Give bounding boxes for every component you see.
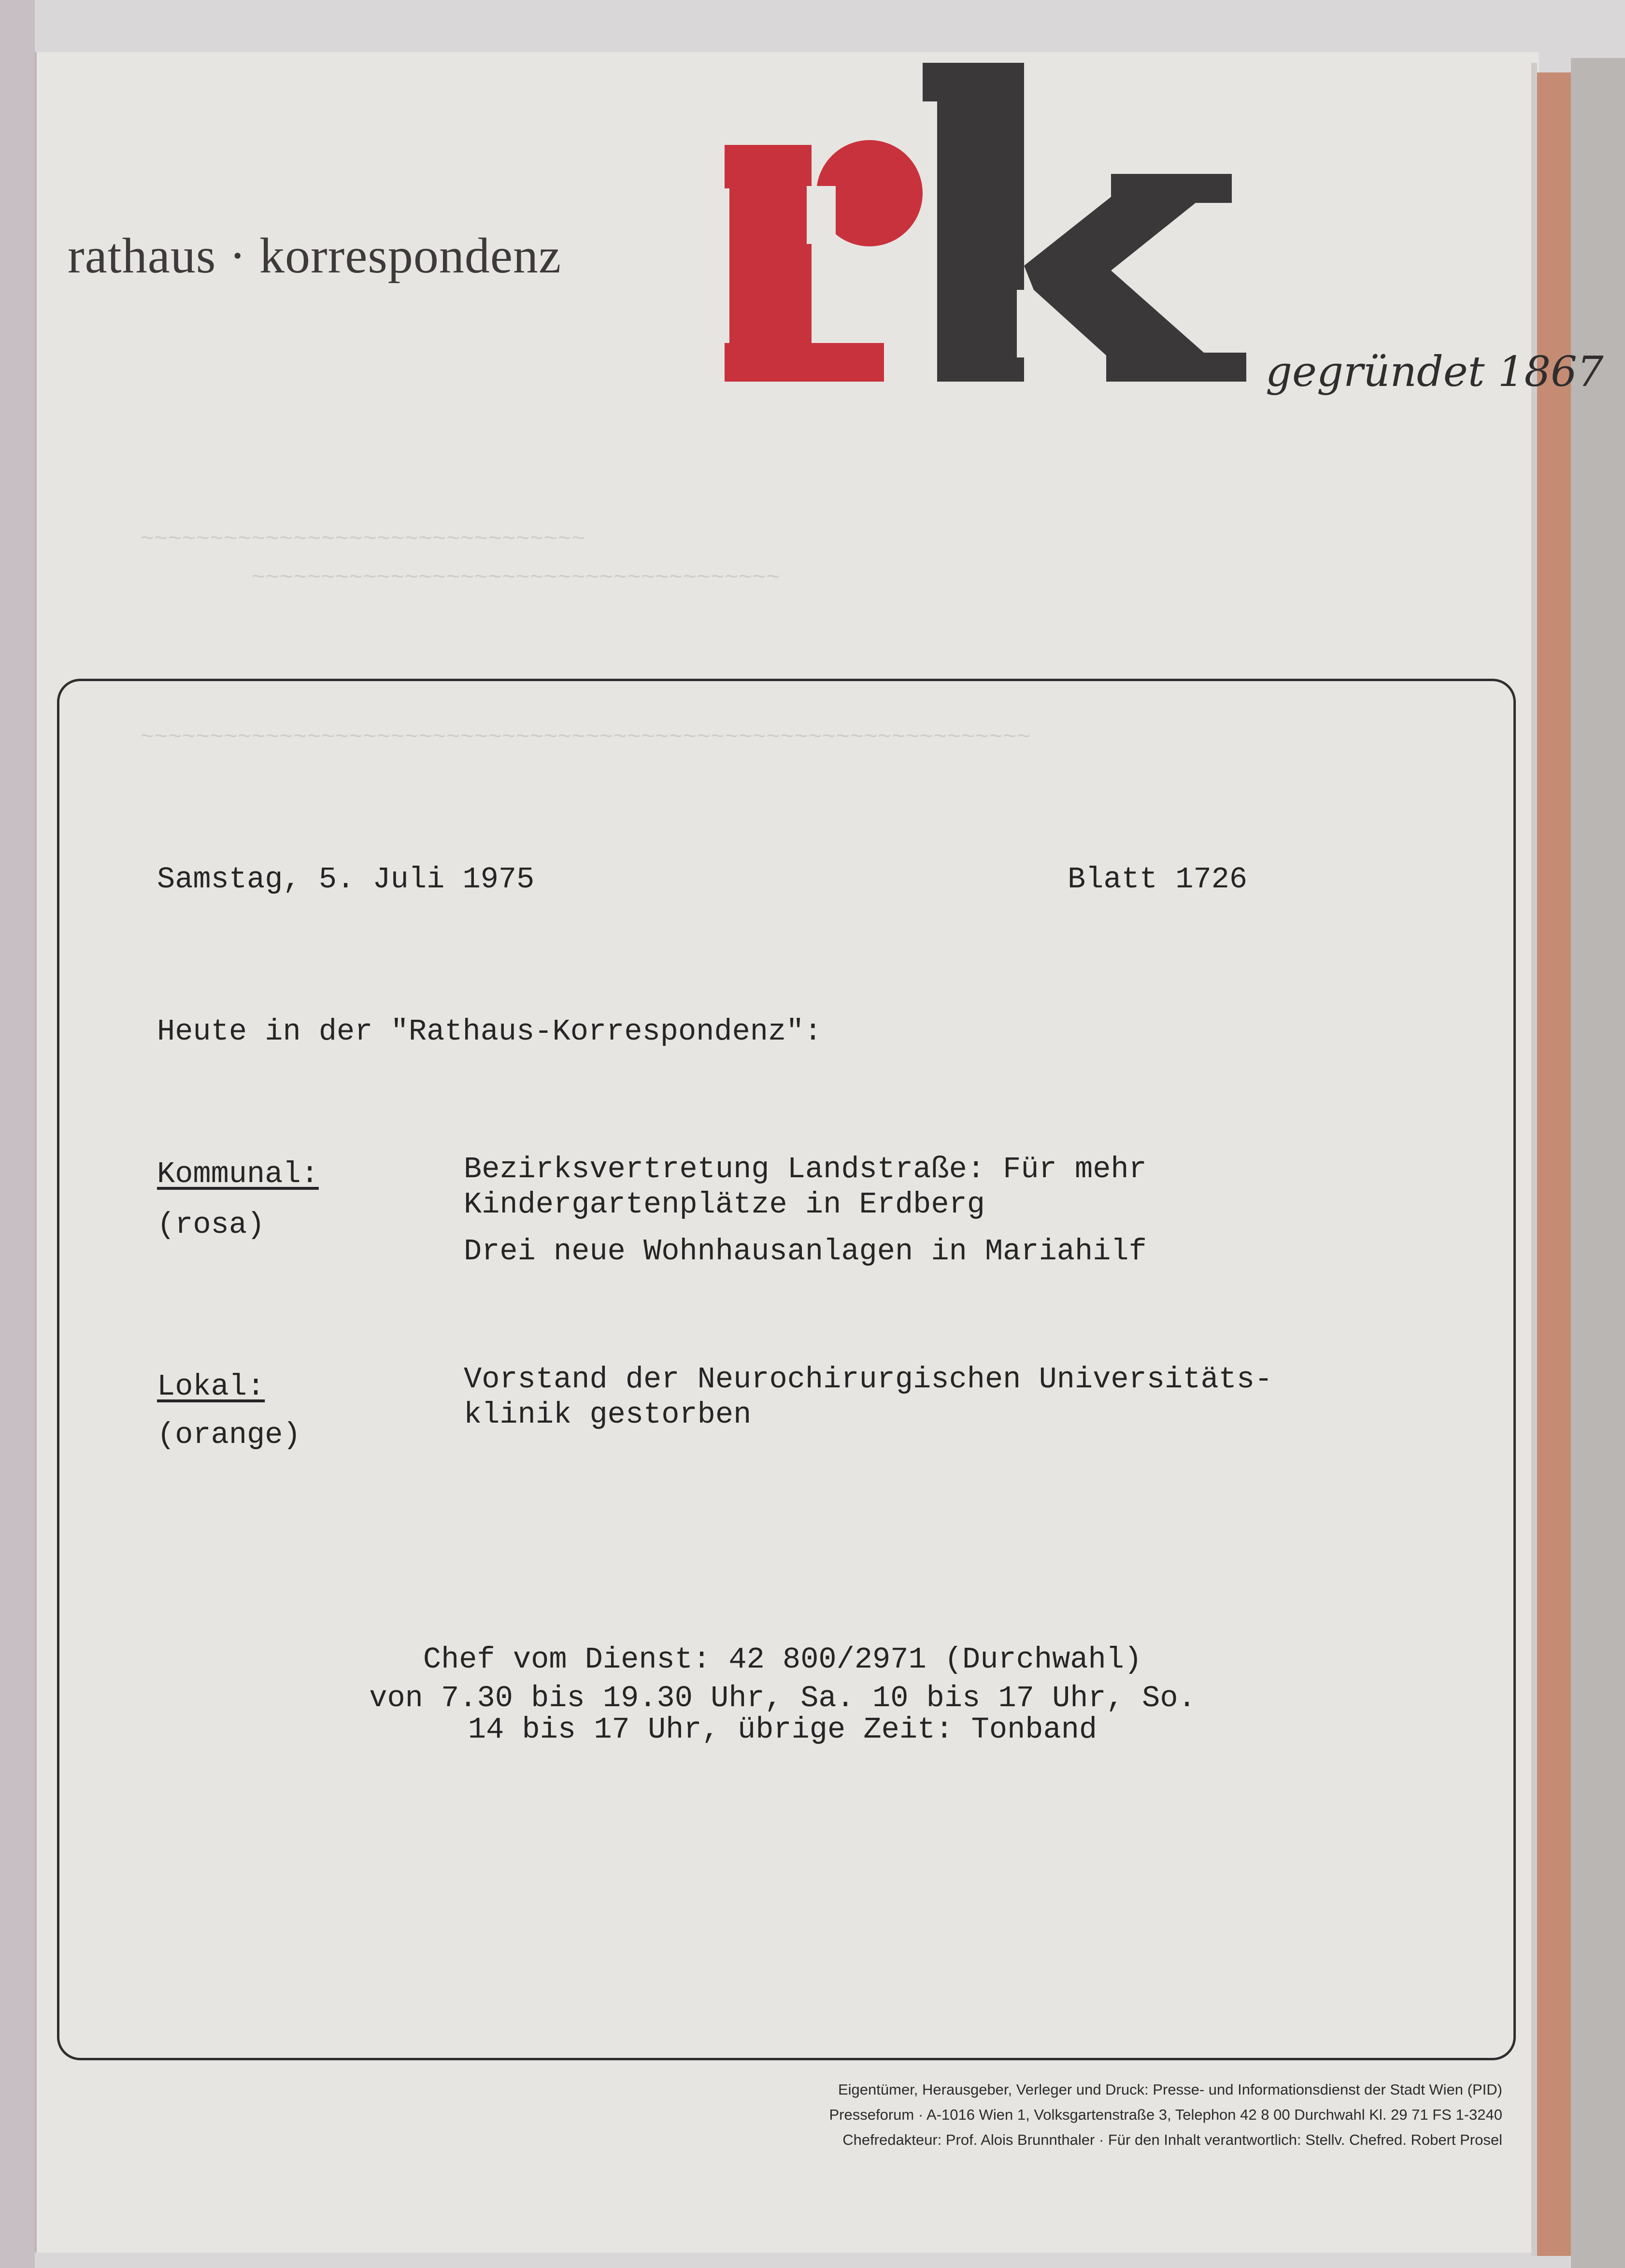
bulletin-intro: Heute in der "Rathaus-Korrespondenz":: [157, 1014, 822, 1049]
rk-logo: [725, 63, 1304, 391]
section-color-lokal: (orange): [157, 1418, 301, 1452]
k-letter: [923, 63, 1246, 382]
section-label-lokal: Lokal:: [157, 1369, 265, 1404]
news-item-line: klinik gestorben: [464, 1398, 752, 1432]
show-through-text: ~~~~~~~~~~~~~~~~~~~~~~~~~~~~~~~~: [140, 527, 585, 553]
news-item-line: Bezirksvertretung Landstraße: Für mehr: [464, 1152, 1147, 1186]
footer-line: Chefredakteur: Prof. Alois Brunnthaler · Für den Inhalt verantwortlich: Stellv. Chefred. Robert Prosel: [842, 2131, 1502, 2148]
contact-line: Chef vom Dienst: 42 800/2971 (Durchwahl): [423, 1642, 1142, 1677]
section-color-kommunal: (rosa): [157, 1208, 265, 1242]
news-item-line: Drei neue Wohnhausanlagen in Mariahilf: [464, 1234, 1147, 1269]
bulletin-sheet-number: Blatt 1726: [1068, 862, 1248, 897]
footer-line: Presseforum · A-1016 Wien 1, Volksgartenstraße 3, Telephon 42 8 00 Durchwahl Kl. 29 71 FS 1-3240: [829, 2106, 1502, 2123]
footer-line: Eigentümer, Herausgeber, Verleger und Druck: Presse- und Informationsdienst der Stadt Wien (PID): [838, 2081, 1502, 2098]
bulletin-date: Samstag, 5. Juli 1975: [157, 862, 535, 897]
publisher-footer: [667, 2077, 1502, 2153]
masthead-title: rathaus · korrespondenz: [68, 228, 562, 284]
show-through-text: ~~~~~~~~~~~~~~~~~~~~~~~~~~~~~~~~~~~~~~~~~~~~~~~~~~~~~~~~~~~~~~~~: [140, 725, 1031, 751]
founded-note: gegründet 1867: [1266, 348, 1604, 396]
news-item-line: Vorstand der Neurochirurgischen Universitäts-: [464, 1362, 1273, 1397]
binding-edge: [0, 0, 35, 2268]
show-through-text: ~~~~~~~~~~~~~~~~~~~~~~~~~~~~~~~~~~~~~~: [140, 565, 781, 591]
orange-page-edge: [1537, 72, 1571, 2256]
contact-line: 14 bis 17 Uhr, übrige Zeit: Tonband: [468, 1712, 1098, 1747]
contact-line: von 7.30 bis 19.30 Uhr, Sa. 10 bis 17 Uhr, So.: [369, 1681, 1196, 1715]
r-letter: [725, 140, 923, 382]
news-item-line: Kindergartenplätze in Erdberg: [464, 1187, 985, 1222]
section-label-kommunal: Kommunal:: [157, 1157, 319, 1191]
